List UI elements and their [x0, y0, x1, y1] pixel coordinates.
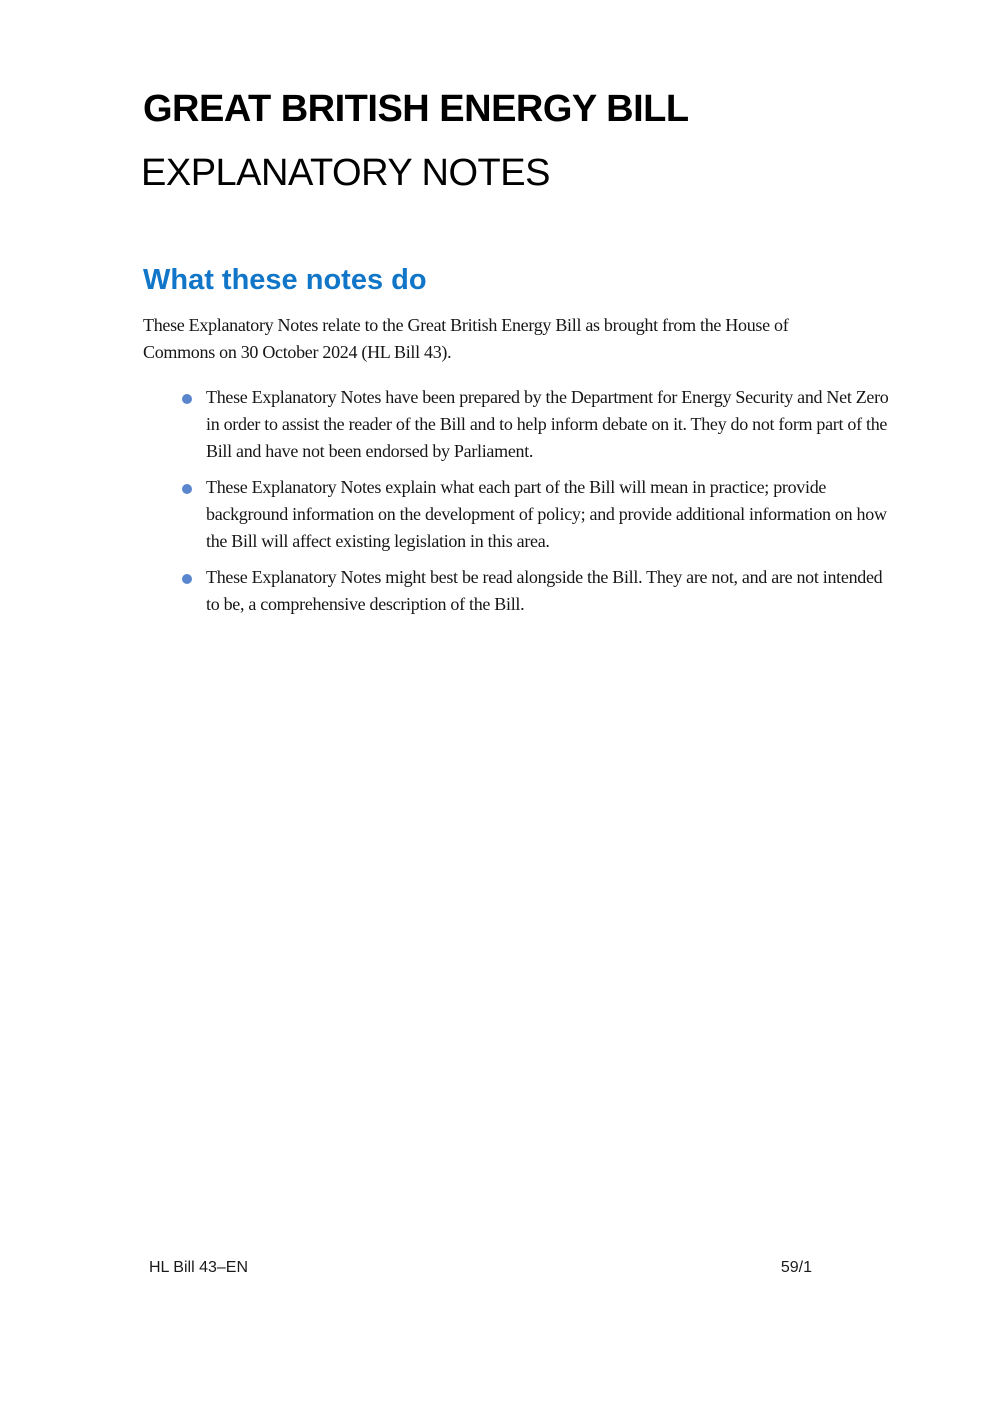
footer-bill-reference: HL Bill 43–EN	[149, 1259, 249, 1276]
intro-paragraph: These Explanatory Notes relate to the Great British Energy Bill as brought from the House of Commons on 30 October 2024 (HL Bill 43).	[143, 315, 789, 362]
list-item	[143, 474, 893, 555]
section-heading: What these notes do	[143, 264, 427, 296]
list-item	[143, 564, 893, 618]
list-item-text: These Explanatory Notes have been prepared by the Department for Energy Security and Net Zero in order to assist the reader of the Bill and to help inform debate on it. They do not form part of the Bill and have not been endorsed by Parliament.	[206, 387, 889, 461]
list-item	[143, 384, 893, 465]
bullet-icon	[182, 484, 192, 494]
list-item-text: These Explanatory Notes explain what each part of the Bill will mean in practice; provide background information on the development of policy; and provide additional information on how the Bill will affect existing legislation in this area.	[206, 477, 887, 551]
document-subtitle: EXPLANATORY NOTES	[141, 152, 550, 194]
document-title: GREAT BRITISH ENERGY BILL	[143, 88, 689, 130]
bullet-icon	[182, 574, 192, 584]
list-item-text: These Explanatory Notes might best be read alongside the Bill. They are not, and are not intended to be, a comprehensive description of the Bill.	[206, 567, 883, 614]
footer-page-number: 59/1	[780, 1259, 812, 1276]
bullet-list	[143, 384, 893, 627]
bullet-icon	[182, 394, 192, 404]
